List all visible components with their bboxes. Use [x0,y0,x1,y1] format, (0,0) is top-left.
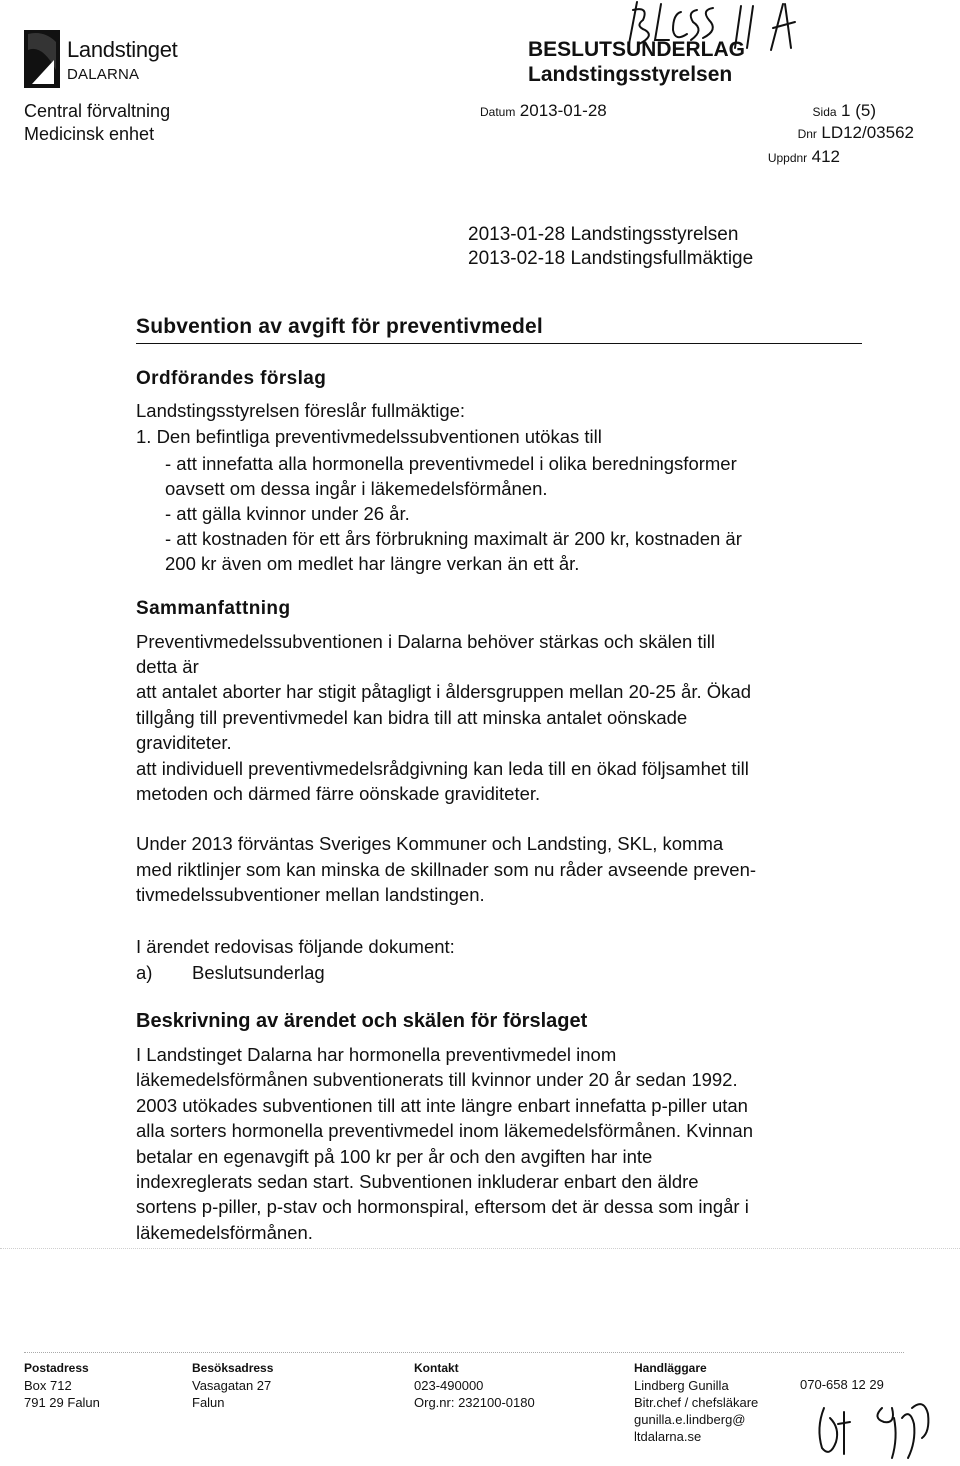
footer-handler-phone: 070-658 12 29 [800,1377,884,1392]
uppdnr-value: 412 [811,147,840,166]
meeting-date-1: 2013-01-28 Landstingsstyrelsen [468,224,739,245]
meeting-date-2: 2013-02-18 Landstingsfullmäktige [468,248,754,269]
description-line: sortens p-piller, p-stav och hormonspiral, eftersom det är dessa som ingår i [136,1196,749,1217]
description-line: alla sorters hormonella preventivmedel inom läkemedelsförmånen. Kvinnan [136,1120,753,1141]
proposal-heading: Ordförandes förslag [136,368,327,389]
footer-contact [414,1360,535,1411]
summary-line: Preventivmedelssubventionen i Dalarna behöver stärkas och skälen till [136,631,715,652]
footer-handler-name: Lindberg Gunilla [634,1378,729,1393]
logo-name: Landstinget [67,37,178,62]
proposal-bullet-3a: - att kostnaden för ett års förbrukning maximalt är 200 kr, kostnaden är [165,528,742,549]
handwritten-annotation [615,0,875,60]
description-line: indexreglerats sedan start. Subventionen inkluderar enbart den äldre [136,1171,699,1192]
footer-handler-email: gunilla.e.lindberg@ [634,1412,746,1427]
footer-postal-line: 791 29 Falun [24,1395,100,1410]
date-field [480,101,607,121]
footer-contact-heading: Kontakt [414,1361,459,1375]
skl-line: Under 2013 förväntas Sveriges Kommuner och Landsting, SKL, komma [136,833,724,854]
description-heading: Beskrivning av ärendet och skälen för förslaget [136,1010,588,1032]
logo-subtitle: DALARNA [67,66,140,83]
summary-line: att antalet aborter har stigit påtagligt i åldersgruppen mellan 20-25 år. Ökad [136,681,751,702]
description-line: betalar en egenavgift på 100 kr per år och den avgiften har inte [136,1146,653,1167]
documents-intro: I ärendet redovisas följande dokument: [136,936,455,957]
org-subunit: Medicinsk enhet [24,124,155,144]
page-value: 1 (5) [841,101,876,120]
skl-line: med riktlinjer som kan minska de skillnader som nu råder avseende preven- [136,859,757,880]
uppdnr-field [768,147,840,167]
description-line: läkemedelsförmånen subventionerats till kvinnor under 20 år sedan 1992. [136,1069,738,1090]
summary-line: metoden och därmed färre oönskade graviditeter. [136,783,541,804]
summary-line: detta är [136,656,199,677]
summary-line: graviditeter. [136,732,232,753]
proposal-bullet-3b: 200 kr även om medlet har längre verkan än ett år. [165,553,580,574]
proposal-bullet-1b: oavsett om dessa ingår i läkemedelsförmånen. [165,478,548,499]
footer-postal-line: Box 712 [24,1378,72,1393]
document-list-item [136,962,325,984]
description-line: I Landstinget Dalarna har hormonella preventivmedel inom [136,1044,617,1065]
date-value: 2013-01-28 [519,101,607,120]
uppdnr-label: Uppdnr [767,151,808,165]
page-field [813,101,876,121]
footer-postal-heading: Postadress [24,1361,89,1375]
skl-line: tivmedelssubventioner mellan landstingen. [136,884,485,905]
summary-heading: Sammanfattning [136,598,291,619]
landstinget-logo-icon [24,30,60,88]
page-title: Subvention av avgift för preventivmedel [136,315,543,338]
org-unit: Central förvaltning [24,101,171,121]
footer-handler-heading: Handläggare [634,1361,707,1375]
footer-postal-address [24,1360,100,1411]
document-type: BESLUTSUNDERLAG [528,38,746,61]
document-name: Beslutsunderlag [192,962,325,983]
summary-line: att individuell preventivmedelsrådgivning kan leda till en ökad följsamhet till [136,758,749,779]
document-key: a) [136,962,153,983]
dnr-label: Dnr [797,127,817,141]
page-divider [0,1248,960,1249]
description-line: läkemedelsförmånen. [136,1222,313,1243]
date-label: Datum [480,105,516,119]
footer-handler-title: Bitr.chef / chefsläkare [634,1395,759,1410]
footer-contact-orgnr: Org.nr: 232100-0180 [414,1395,535,1410]
proposal-item-1: 1. Den befintliga preventivmedelssubventionen utökas till [136,426,602,447]
dnr-value: LD12/03562 [821,123,914,142]
dnr-field [798,123,914,143]
proposal-intro: Landstingsstyrelsen föreslår fullmäktige: [136,400,466,421]
proposal-bullet-2: - att gälla kvinnor under 26 år. [165,503,410,524]
summary-line: tillgång till preventivmedel kan bidra till att minska antalet oönskade [136,707,688,728]
description-line: 2003 utökades subventionen till att inte längre enbart innefatta p-piller utan [136,1095,748,1116]
footer-handler-email: ltdalarna.se [634,1429,702,1444]
proposal-bullet-1a: - att innefatta alla hormonella preventivmedel i olika beredningsformer [165,453,737,474]
handwritten-initials [812,1388,952,1462]
footer-visit-heading: Besöksadress [192,1361,274,1375]
footer-contact-phone: 023-490000 [414,1378,484,1393]
board-name: Landstingsstyrelsen [528,63,733,86]
footer-handler [634,1360,758,1445]
page-label: Sida [812,105,837,119]
footer-visit-address [192,1360,273,1411]
footer-visit-line: Vasagatan 27 [192,1378,272,1393]
title-underline [136,343,862,344]
footer-visit-line: Falun [192,1395,225,1410]
